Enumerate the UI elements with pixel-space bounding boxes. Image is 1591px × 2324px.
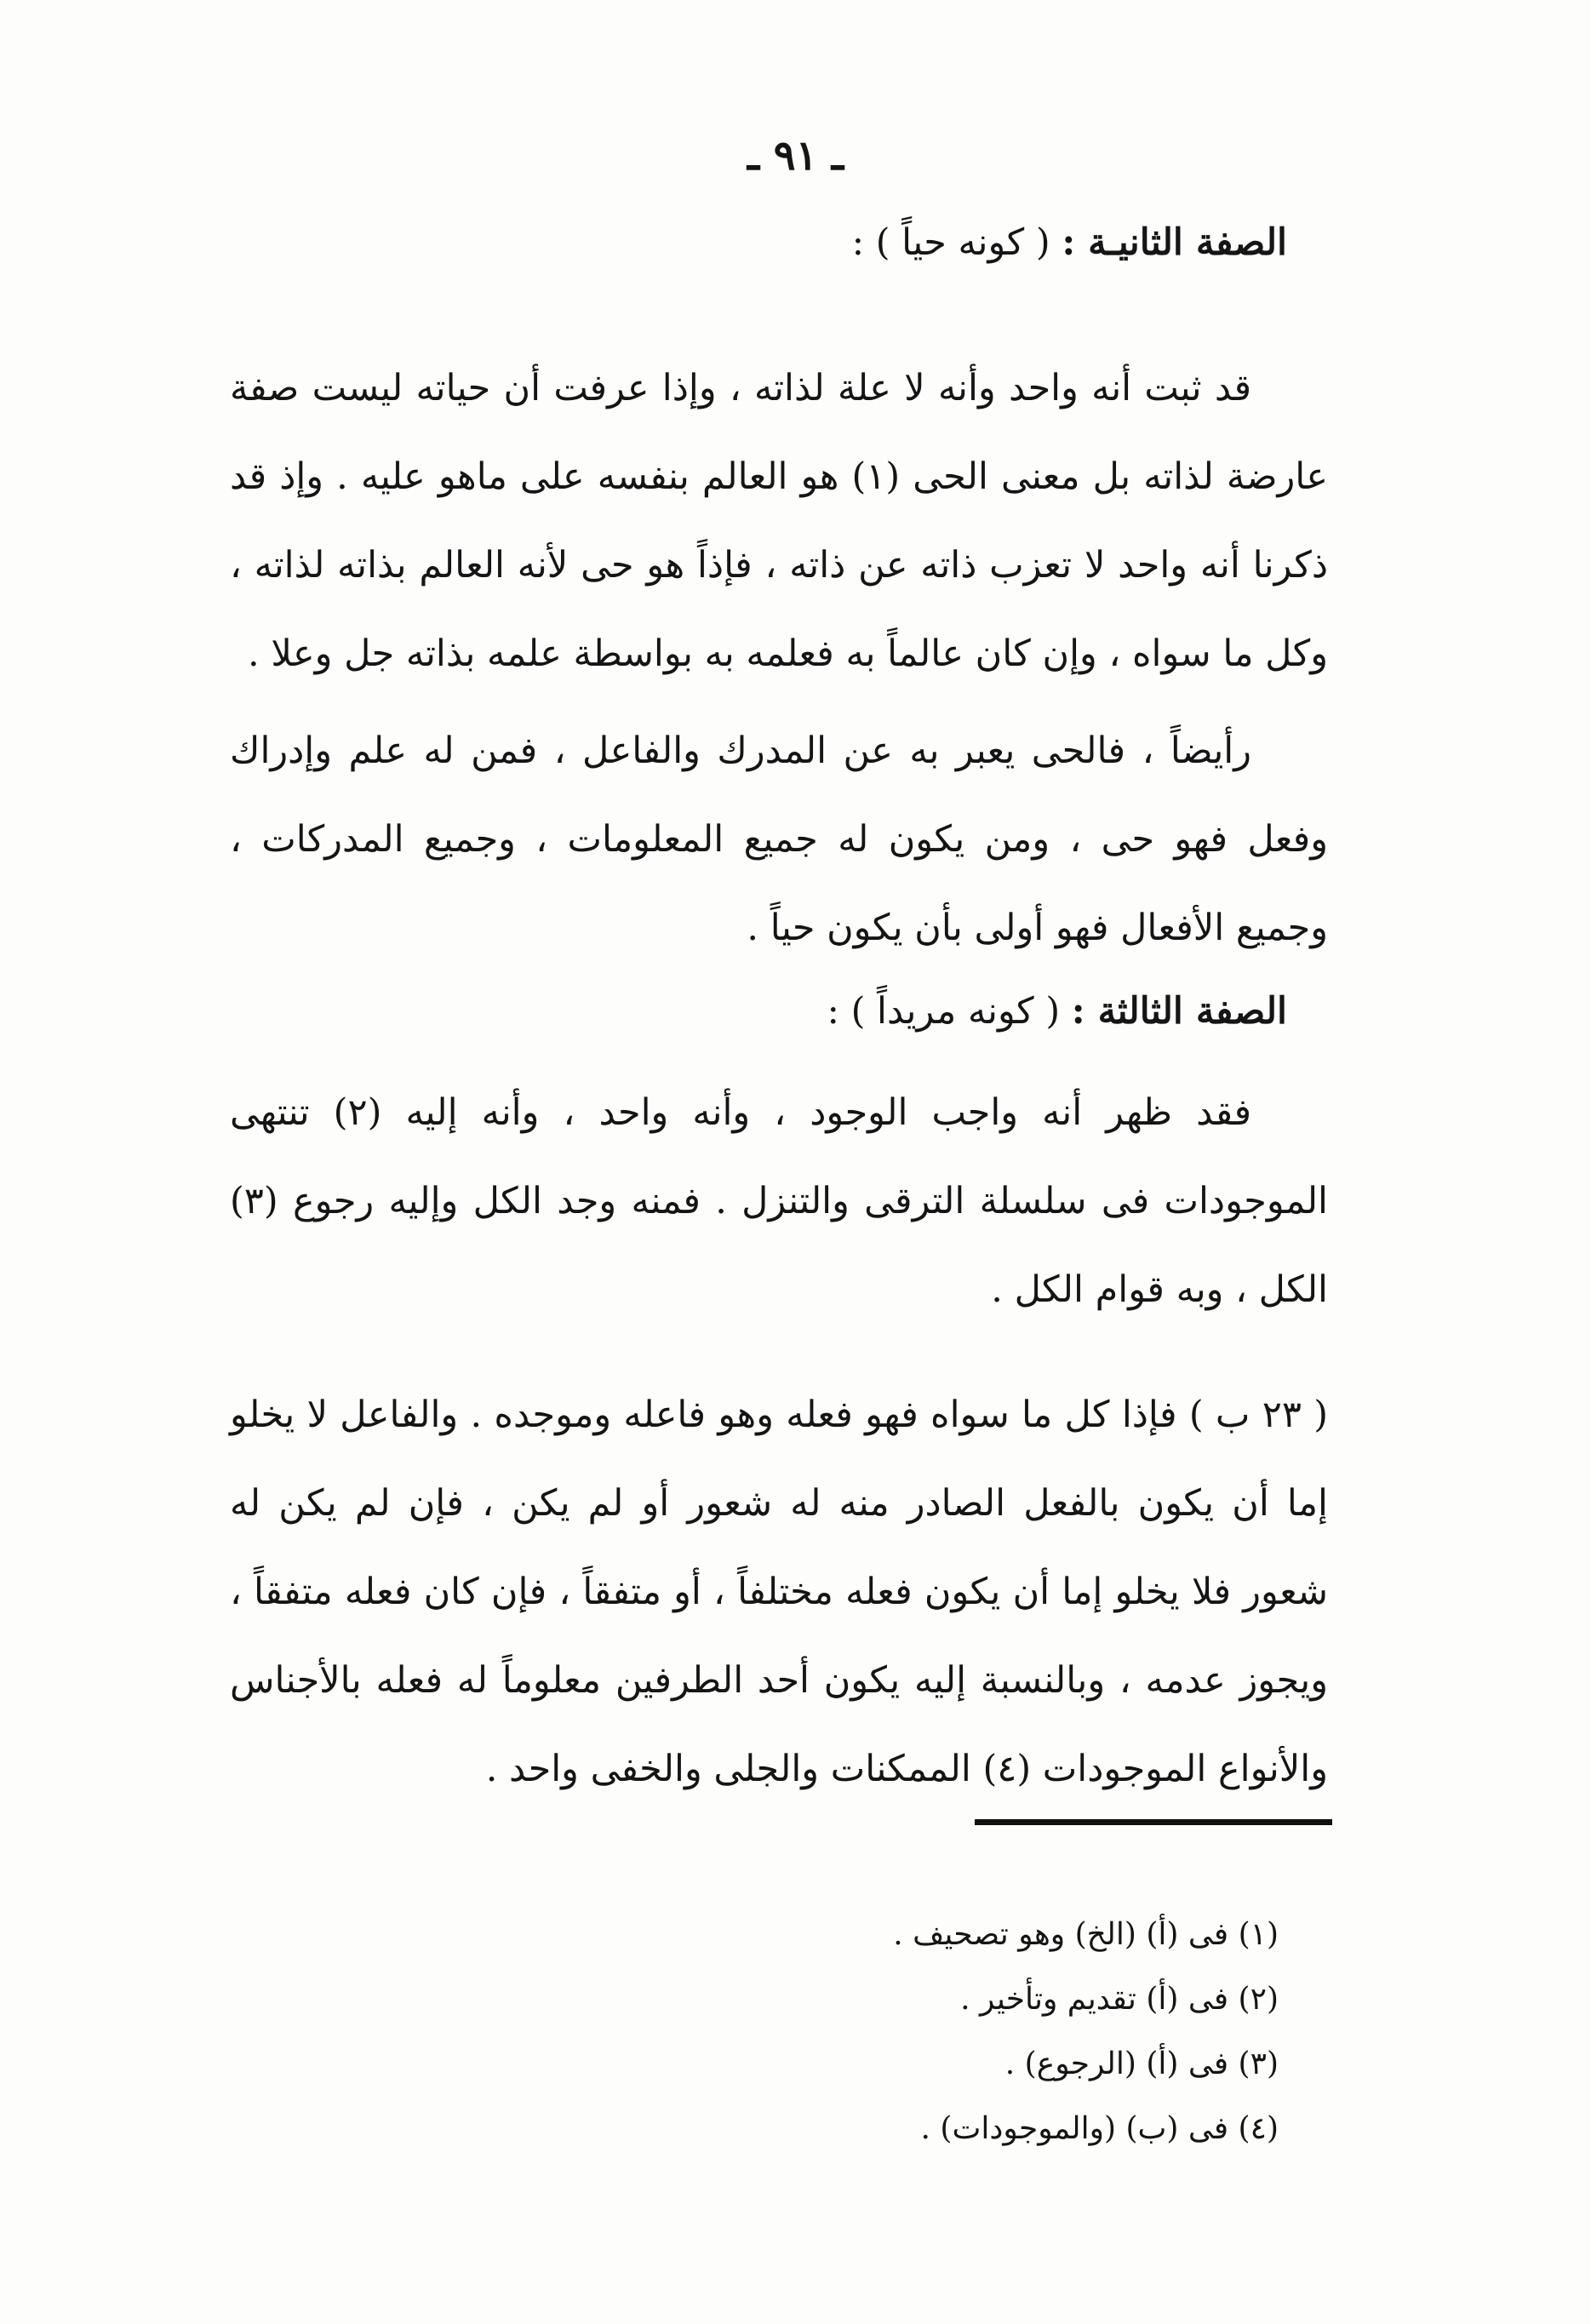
heading-subtitle: ( كونه مريداً ) : (827, 990, 1061, 1033)
footnote-3: (٣) فى (أ) (الرجوع) . (1004, 2046, 1279, 2081)
heading-label: الصفة الثانيـة : (1062, 221, 1287, 264)
page-number: ـ ٩١ ـ (747, 132, 844, 180)
paragraph-will-1: فقد ظهر أنه واجب الوجود ، وأنه واحد ، وأنه إليه (٢) تنتهى الموجودات فى سلسلة الترقى والتنزل . فمنه وجد الكل وإليه رجوع (٣) الكل ، وبه قوام الكل . (230, 1091, 1328, 1311)
section-heading-third-attribute (230, 977, 1287, 1045)
paragraph-life-2: رأيضاً ، فالحى يعبر به عن المدرك والفاعل ، فمن له علم وإدراك وفعل فهو حى ، ومن يكون له جميع المعلومات ، وجميع المدركات ، وجميع الأفعال فهو أولى بأن يكون حياً . (230, 730, 1328, 949)
footnote-2: (٢) فى (أ) تقديم وتأخير . (960, 1982, 1279, 2017)
footnote-4: (٤) فى (ب) (والموجودات) . (920, 2111, 1279, 2146)
heading-label: الصفة الثالثة : (1071, 990, 1287, 1033)
heading-subtitle: ( كونه حياً ) : (851, 221, 1050, 264)
paragraph-will-2: ( ٢٣ ب ) فإذا كل ما سواه فهو فعله وهو فاعله وموجده . والفاعل لا يخلو إما أن يكون بالفعل الصادر منه له شعور أو لم يكن ، فإن لم يكن له شعور فلا يخلو إما أن يكون فعله مختلفاً ، أو متفقاً ، فإن كان فعله متفقاً ، ويجوز عدمه ، وبالنسبة إليه يكون أحد الطرفين معلوماً له فعله بالأجناس والأنواع الموجودات (٤) الممكنات والجلى والخفى واحد . (230, 1394, 1328, 1790)
footnotes (681, 1903, 1279, 2161)
footnote-divider (975, 1819, 1332, 1825)
section-heading-second-attribute (230, 209, 1287, 277)
paragraph-life-1: قد ثبت أنه واحد وأنه لا علة لذاته ، وإذا عرفت أن حياته ليست صفة عارضة لذاته بل معنى الحى (١) هو العالم بنفسه على ماهو عليه . وإذ قد ذكرنا أنه واحد لا تعزب ذاته عن ذاته ، فإذاً هو حى لأنه العالم بذاته لذاته ، وكل ما سواه ، وإن كان عالماً به فعلمه به بواسطة علمه بذاته جل وعلا . (230, 367, 1328, 675)
footnote-1: (١) فى (أ) (الخ) وهو تصحيف . (893, 1917, 1279, 1952)
